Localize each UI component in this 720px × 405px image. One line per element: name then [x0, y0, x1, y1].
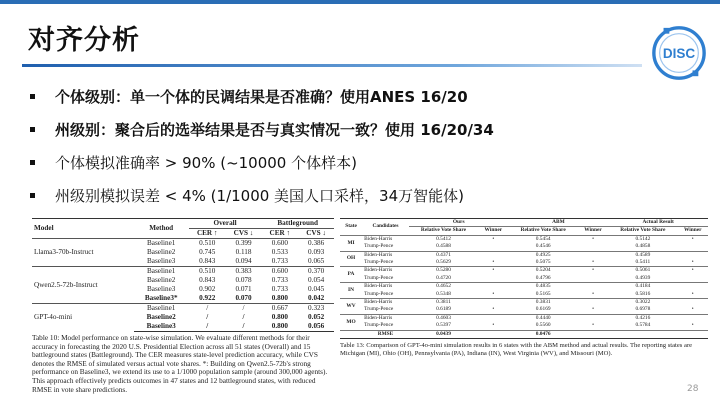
vote-share-cell: 0.5784	[635, 322, 651, 329]
vote-share-cell: 0.5142	[608, 235, 677, 243]
vote-share-cell: 0.5412	[409, 235, 478, 243]
winner-cell: •	[478, 267, 508, 275]
winner-cell: •	[492, 259, 495, 266]
table-row	[340, 259, 708, 267]
header-state: State	[340, 219, 362, 236]
metric-cell: 0.323	[298, 304, 334, 314]
metric-cell: /	[189, 304, 226, 314]
winner-cell	[678, 243, 709, 251]
model-name-cell: Qwen2.5-72b-Instruct	[32, 267, 134, 304]
header-method: Method	[134, 219, 189, 239]
header-model: Model	[32, 219, 134, 239]
winner-cell	[678, 314, 709, 322]
metric-cell: 0.733	[271, 257, 288, 265]
table-row	[32, 239, 334, 249]
bullet-text: 个体级别：单一个体的民调结果是否准确？使用ANES 16/20	[55, 88, 468, 106]
rmse-cell: 0.0476	[509, 330, 578, 338]
metric-cell: 0.800	[271, 313, 288, 321]
rmse-cell: RMSE	[362, 330, 409, 338]
header-abm: ABM	[509, 219, 609, 227]
method-cell: Baseline2	[147, 276, 176, 284]
bullet-marker	[30, 127, 35, 132]
metric-cell: /	[189, 322, 226, 332]
vote-share-cell: 0.5204	[509, 267, 578, 275]
winner-cell: •	[578, 267, 608, 275]
winner-cell	[478, 283, 508, 291]
vote-share-cell: 0.4371	[409, 251, 478, 259]
candidate-cell: Biden-Harris	[362, 267, 409, 275]
vote-share-cell: 0.5061	[608, 267, 677, 275]
candidate-cell: Biden-Harris	[362, 251, 409, 259]
table-row	[32, 267, 334, 277]
metric-cell: /	[226, 304, 262, 314]
winner-cell	[478, 243, 508, 251]
header-actual: Actual Result	[608, 219, 708, 227]
slide-title: 对齐分析	[28, 25, 140, 56]
state-code-cell: WV	[340, 299, 362, 315]
winner-cell: •	[492, 322, 495, 329]
header-cer: CER ↑	[196, 229, 218, 237]
winner-cell: •	[678, 267, 709, 275]
method-cell: Baseline1	[134, 239, 189, 249]
metric-cell: 0.045	[308, 285, 325, 293]
metric-cell: 0.800	[261, 322, 298, 332]
metric-cell: 0.042	[308, 294, 325, 302]
vote-share-cell: 0.4216	[608, 314, 677, 322]
header-rvs: Relative Vote Share	[620, 227, 666, 234]
vote-share-cell: 0.4440	[509, 314, 578, 322]
state-code-cell: PA	[340, 267, 362, 283]
vote-share-cell: 0.4925	[509, 251, 578, 259]
metric-cell: 0.733	[271, 285, 288, 293]
winner-cell	[578, 275, 608, 283]
header-candidates: Candidates	[362, 219, 409, 236]
vote-share-cell: 0.4589	[608, 251, 677, 259]
vote-share-cell: 0.5629	[436, 259, 451, 266]
method-cell: Baseline3	[147, 285, 176, 293]
table-row	[340, 235, 708, 243]
table-row	[32, 304, 334, 314]
table-10-caption: Table 10: Model performance on state-wise simulation. We evaluate different methods for their accuracy in forecasting the 2020 U.S. Presidential Election across all 51 states (Overall) and 15 battleground states (Battleground). The CER measures state-level prediction accuracy, while CVS denotes the RMSE of simulated versus actual vote shares. *: Building on Qwen2.5-72b's strong performance on Baseline3, we extend its use to a 1/1000 population sample (around 300,000 agents). This approach effectively predicts outcomes in 47 states and 12 battleground states, with reduced RMSE in vote share predictions.	[32, 333, 328, 394]
metric-cell: 0.118	[235, 248, 252, 256]
winner-cell: •	[691, 259, 694, 266]
method-cell: Baseline2	[147, 248, 176, 256]
empty-cell	[608, 330, 677, 338]
metric-cell: 0.843	[199, 257, 216, 265]
vote-share-cell: 0.5454	[509, 235, 578, 243]
metric-cell: 0.533	[271, 248, 288, 256]
vote-share-cell: 0.5075	[535, 259, 551, 266]
vote-share-cell: 0.5348	[436, 290, 451, 297]
candidate-cell: Trump-Pence	[364, 322, 394, 329]
winner-cell: •	[691, 290, 694, 297]
bullet-item	[30, 146, 670, 179]
vote-share-cell: 0.6189	[436, 306, 451, 313]
table-row	[340, 275, 708, 283]
metric-cell: 0.065	[308, 257, 325, 265]
candidate-cell: Trump-Pence	[364, 306, 394, 313]
vote-share-cell: 0.4588	[436, 243, 451, 250]
method-cell: Baseline1	[134, 304, 189, 314]
metric-cell: 0.902	[199, 285, 216, 293]
rmse-cell: 0.0439	[409, 330, 478, 338]
winner-cell: •	[592, 259, 594, 266]
metric-cell: 0.667	[261, 304, 298, 314]
vote-share-cell: 0.5165	[535, 290, 551, 297]
vote-share-cell: 0.4720	[436, 274, 451, 281]
metric-cell: 0.056	[298, 322, 334, 332]
empty-cell	[678, 330, 709, 338]
metric-cell: 0.600	[261, 267, 298, 277]
bullet-text: 州级别：聚合后的选举结果是否与真实情况一致？使用 16/20/34	[55, 121, 494, 139]
winner-cell	[678, 283, 709, 291]
state-code-cell: IN	[340, 283, 362, 299]
metric-cell: /	[226, 322, 262, 332]
header-battleground: Battleground	[261, 219, 334, 229]
vote-share-cell: 0.5397	[436, 322, 451, 329]
candidate-cell: Trump-Pence	[364, 243, 394, 250]
vote-share-cell: 0.4835	[509, 283, 578, 291]
bullet-item	[30, 179, 670, 212]
metric-cell: 0.600	[261, 239, 298, 249]
model-name-cell: Llama3-70b-Instruct	[32, 239, 134, 267]
empty-cell	[578, 330, 608, 338]
winner-cell	[678, 299, 709, 307]
table-10-body	[32, 239, 334, 332]
bullet-item	[30, 80, 670, 113]
winner-cell	[578, 314, 608, 322]
vote-share-cell: 0.3831	[509, 299, 578, 307]
table-row	[340, 267, 708, 275]
vote-share-cell: 0.3022	[608, 299, 677, 307]
model-name-cell: GPT-4o-mini	[32, 304, 134, 332]
bullet-text: 个体模拟准确率 > 90% (~10000 个体样本)	[55, 154, 357, 172]
winner-cell	[478, 299, 508, 307]
winner-cell	[578, 283, 608, 291]
vote-share-cell: 0.4939	[635, 274, 651, 281]
candidate-cell: Trump-Pence	[364, 290, 394, 297]
metric-cell: /	[242, 313, 245, 321]
metric-cell: 0.386	[298, 239, 334, 249]
candidate-cell: Trump-Pence	[364, 259, 394, 266]
state-code-cell: MO	[340, 314, 362, 330]
top-accent-bar	[0, 0, 720, 4]
winner-cell: •	[592, 306, 594, 313]
bullet-marker	[30, 160, 35, 165]
vote-share-cell: 0.3811	[409, 299, 478, 307]
table-row	[340, 291, 708, 299]
metric-cell: 0.370	[298, 267, 334, 277]
winner-cell: •	[592, 322, 594, 329]
header-cvs: CVS ↓	[233, 229, 254, 237]
method-cell: Baseline2	[146, 313, 176, 321]
winner-cell	[478, 314, 508, 322]
vote-share-cell: 0.5411	[635, 259, 651, 266]
method-cell: Baseline3	[147, 257, 176, 265]
vote-share-cell: 0.4858	[635, 243, 651, 250]
method-cell: Baseline1	[134, 267, 189, 277]
metric-cell: 0.070	[235, 294, 252, 302]
header-rvs: Relative Vote Share	[520, 227, 566, 234]
winner-cell: •	[592, 290, 594, 297]
header-cer: CER ↑	[269, 229, 291, 237]
winner-cell	[478, 251, 508, 259]
winner-cell	[578, 251, 608, 259]
header-winner: Winner	[484, 227, 503, 234]
vote-share-cell: 0.4546	[535, 243, 551, 250]
metric-cell: /	[206, 313, 209, 321]
winner-cell	[678, 251, 709, 259]
header-rvs: Relative Vote Share	[420, 227, 467, 234]
winner-cell: •	[578, 235, 608, 243]
candidate-cell: Trump-Pence	[364, 274, 394, 281]
bullet-list	[30, 80, 670, 212]
header-overall: Overall	[189, 219, 262, 229]
header-cvs: CVS ↓	[306, 229, 327, 237]
table-row	[340, 243, 708, 251]
metric-cell: 0.094	[235, 257, 252, 265]
vote-share-cell: 0.5280	[409, 267, 478, 275]
empty-cell	[478, 330, 508, 338]
bullet-item	[30, 113, 670, 146]
vote-share-cell: 0.4796	[535, 274, 551, 281]
metric-cell: 0.399	[226, 239, 262, 249]
metric-cell: 0.093	[308, 248, 325, 256]
winner-cell	[578, 299, 608, 307]
method-cell: Baseline3	[134, 322, 189, 332]
metric-cell: 0.510	[189, 239, 226, 249]
bullet-marker	[30, 94, 35, 99]
candidate-cell: Biden-Harris	[362, 235, 409, 243]
method-cell: Baseline3*	[144, 294, 178, 302]
bullet-marker	[30, 193, 35, 198]
table-10	[32, 218, 334, 332]
winner-cell: •	[678, 235, 709, 243]
table-row	[340, 306, 708, 314]
winner-cell: •	[478, 235, 508, 243]
table-row	[340, 283, 708, 291]
vote-share-cell: 0.5816	[635, 290, 651, 297]
header-winner: Winner	[584, 227, 602, 234]
empty-cell	[340, 330, 362, 338]
candidate-cell: Biden-Harris	[362, 314, 409, 322]
winner-cell	[678, 275, 709, 283]
vote-share-cell: 0.4184	[608, 283, 677, 291]
winner-cell	[478, 275, 508, 283]
metric-cell: 0.800	[271, 294, 288, 302]
table-13	[340, 218, 708, 339]
table-row	[340, 299, 708, 307]
winner-cell: •	[492, 306, 495, 313]
title-underline	[22, 64, 642, 67]
metric-cell: 0.078	[235, 276, 252, 284]
table-row	[340, 314, 708, 322]
logo-text: DISC	[662, 45, 696, 61]
vote-share-cell: 0.5560	[535, 322, 551, 329]
state-code-cell: OH	[340, 251, 362, 267]
vote-share-cell: 0.4652	[409, 283, 478, 291]
winner-cell: •	[691, 306, 694, 313]
metric-cell: 0.745	[199, 248, 216, 256]
rmse-row	[340, 330, 708, 338]
table-row	[340, 251, 708, 259]
state-code-cell: MI	[340, 235, 362, 251]
metric-cell: 0.071	[235, 285, 252, 293]
vote-share-cell: 0.6978	[635, 306, 651, 313]
table-row	[340, 322, 708, 330]
header-winner: Winner	[683, 227, 702, 234]
vote-share-cell: 0.6169	[535, 306, 551, 313]
table-13-figure	[340, 218, 708, 359]
table-10-figure	[32, 218, 334, 394]
metric-cell: 0.510	[189, 267, 226, 277]
header-ours: Ours	[409, 219, 509, 227]
winner-cell	[578, 243, 608, 251]
candidate-cell: Biden-Harris	[362, 299, 409, 307]
metric-cell: 0.922	[199, 294, 216, 302]
candidate-cell: Biden-Harris	[362, 283, 409, 291]
table-13-caption: Table 13: Comparison of GPT-4o-mini simulation results in 6 states with the ABM method and actual results. The reporting states are Michigan (MI), Ohio (OH), Pennsylvania (PA), Indiana (IN), West Virginia (WV), and Missouri (MO).	[340, 342, 693, 358]
page-number: 28	[687, 384, 699, 394]
winner-cell: •	[492, 290, 495, 297]
bullet-text: 州级别模拟误差 < 4% (1/1000 美国人口采样，34万智能体)	[55, 187, 465, 205]
metric-cell: 0.383	[226, 267, 262, 277]
vote-share-cell: 0.4603	[409, 314, 478, 322]
disc-logo-icon	[650, 24, 708, 82]
table-13-body	[340, 235, 708, 338]
metric-cell: 0.843	[199, 276, 216, 284]
metric-cell: 0.054	[308, 276, 325, 284]
winner-cell: •	[691, 322, 694, 329]
metric-cell: 0.052	[308, 313, 325, 321]
metric-cell: 0.733	[271, 276, 288, 284]
